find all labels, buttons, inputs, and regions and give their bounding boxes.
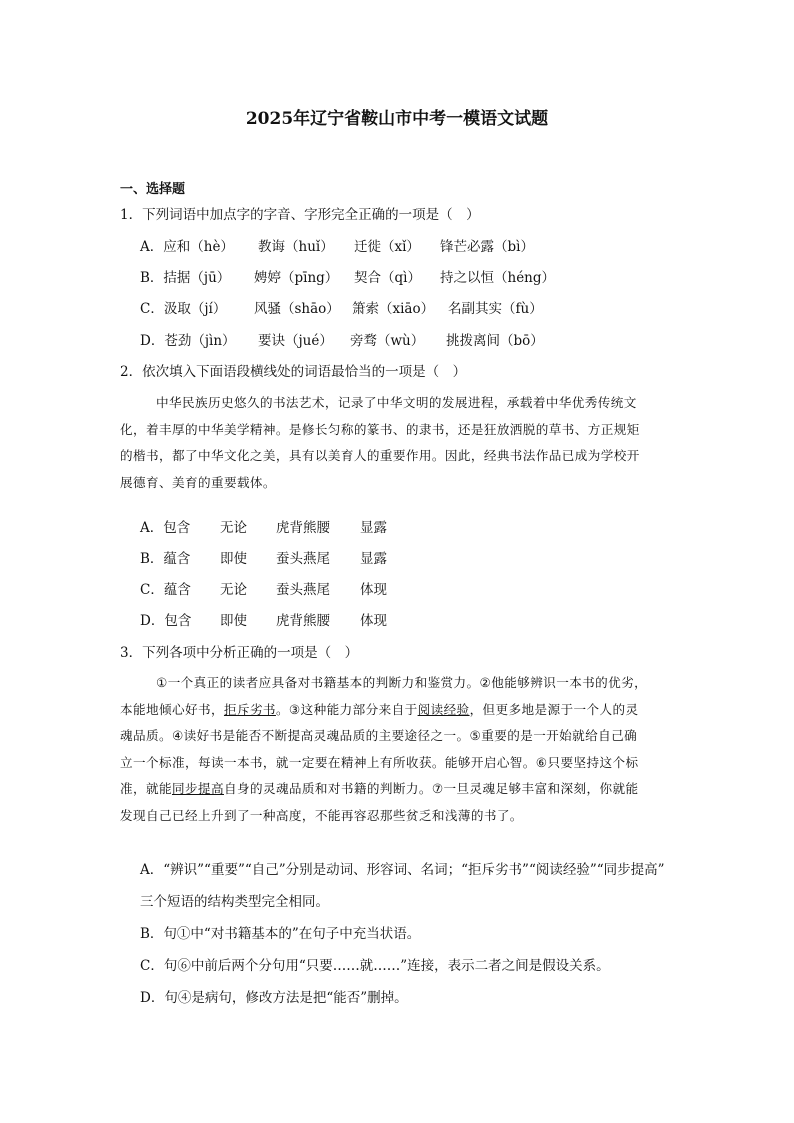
- underlined-phrase: 同步提高: [171, 781, 224, 796]
- q3-option-d: D．句④是病句，修改方法是把“能否”删掉。: [140, 990, 408, 1006]
- underlined-phrase: 拒斥劣书: [223, 701, 276, 717]
- q3-option-b: B．句①中“对书籍基本的”在句子中充当状语。: [140, 926, 421, 942]
- question-1-stem: 1．下列词语中加点字的字音、字形完全正确的一项是（ ）: [120, 207, 480, 223]
- q1-option-c: C．汲取（jí） 风骚（shāo） 箫索（xiāo） 名副其实（fù）: [140, 301, 543, 317]
- q3-option-c: C．句⑥中前后两个分句用“只要……就……”连接，表示二者之间是假设关系。: [140, 958, 610, 974]
- q2-option-a: A．包含 无论 虎背熊腰 显露: [140, 520, 387, 536]
- q2-passage: 中华民族历史悠久的书法艺术，记录了中华文明的发展进程，承载着中华优秀传统文 化，着丰厚的中华美学精神。是修长匀称的篆书、的隶书，还是狂放洒脱的草书、方正规矩 的楷书，都了中华文化之美，具有以美育人的重要作用。因此，经典书法作品已成为学校开 展德育、美育的重要载体。: [120, 395, 640, 490]
- question-2-stem: 2．依次填入下面语段横线处的词语最恰当的一项是（ ）: [120, 364, 467, 380]
- q1-option-b: B．拮据（jū） 娉婷（pīng） 契合（qì） 持之以恒（héng）: [140, 270, 556, 286]
- q2-option-d: D．包含 即使 虎背熊腰 体现: [140, 613, 387, 629]
- q3-passage: ①一个真正的读者应具备对书籍基本的判断力和鉴赏力。②他能够辨识一本书的优劣， 本能地倾心好书，拒斥劣书。③这种能力部分来自于阅读经验，但更多地是源于一个人的灵 魂品质。④读好书是能否不断提高灵魂品质的主要途径之一。⑤重要的是一开始就给自己确 立一个标准，每读一本书，就一定要在精神上有所收获。能够开启心智。⑥只要坚持这个标 准，就能同步提高自身的灵魂品质和对书籍的判断力。⑦一旦灵魂足够丰富和深刻，你就能 发现自己已经上升到了一种高度，不能再容忍那些贫乏和浅薄的书了。: [120, 675, 648, 823]
- page-title: 2025年辽宁省鞍山市中考一模语文试题: [245, 109, 549, 129]
- q2-option-b: B．蕴含 即使 蚕头燕尾 显露: [140, 551, 387, 567]
- question-3-stem: 3．下列各项中分析正确的一项是（ ）: [120, 645, 359, 661]
- section-heading: 一、选择题: [120, 182, 186, 197]
- q2-option-c: C．蕴含 无论 蚕头燕尾 体现: [140, 582, 387, 598]
- q1-option-a: A．应和（hè） 教诲（huǐ） 迁徙（xǐ） 锋芒必露（bì）: [140, 239, 534, 255]
- q1-option-d: D．苍劲（jìn） 要诀（jué） 旁骛（wù） 挑拨离间（bō）: [140, 333, 544, 349]
- q3-option-a-line1: A．“辨识”“重要”“自己”分别是动词、形容词、名词；“拒斥劣书”“阅读经验”“同步提高”: [140, 862, 665, 878]
- q3-option-a-line2: 三个短语的结构类型完全相同。: [140, 894, 329, 910]
- underlined-phrase: 阅读经验: [417, 701, 470, 717]
